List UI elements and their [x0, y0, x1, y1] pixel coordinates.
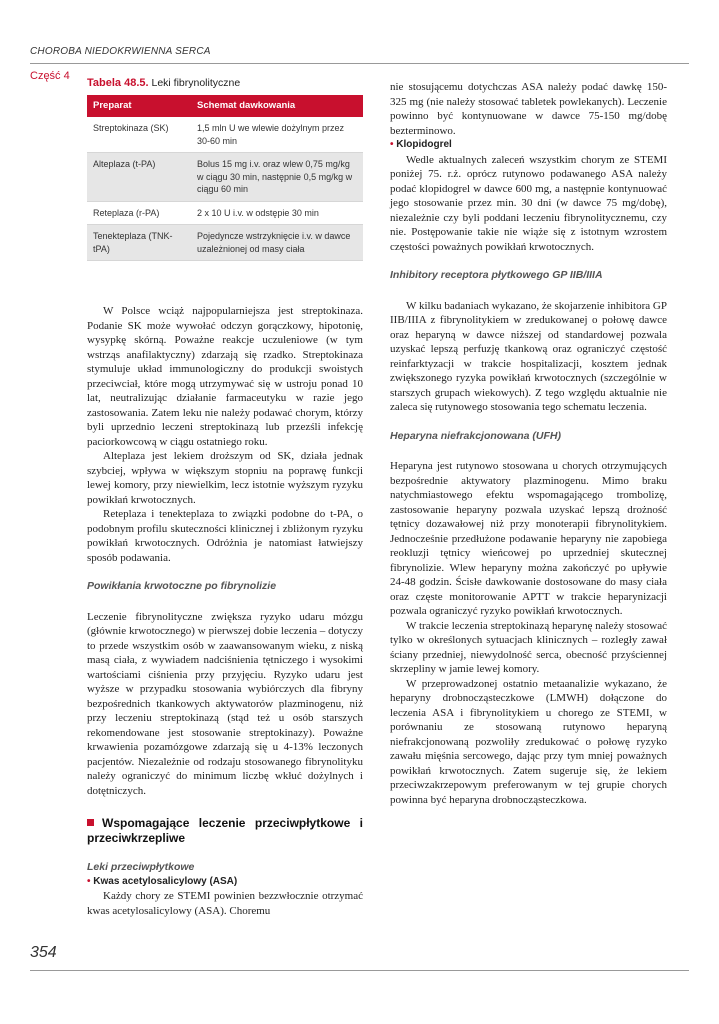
paragraph: W trakcie leczenia streptokinazą heparynę należy stosować tylko w określonych sytuacjach klinicznych – rozległy zawał ściany przedniej, niewydolność serca, obecność przyściennej skrzepliny w jamie lewej komory.: [390, 619, 667, 675]
table-row: [87, 117, 363, 153]
paragraph: W przeprowadzonej ostatnio metaanalizie wykazano, że heparyny drobnocząsteczkowe (LMWH) dołączone do leczenia ASA i fibrynolitykiem u chorego ze STEMI, w porównaniu ze stosowaną rutynowo heparyną niefrakcjonowaną pozwoliły zredukować o połowę ryzyko zawału mięśnia sercowego, dając przy tym mniej poważnych powikłań krwotocznych. Zatem sugeruje się, że lekiem przeciwzakrzepowym preferowanym w tej grupie chorych powinna być heparyna drobnocząsteczkowa.: [390, 677, 667, 806]
table-caption: Leki fibrynolityczne: [151, 77, 241, 89]
paragraph: Wedle aktualnych zaleceń wszystkim chorym ze STEMI poniżej 75. r.ż. oprócz rutynowo podawanego ASA należy podać klopidogrel w dawce 600 mg, a następnie kontynuować jego stosowanie przez min. 30 dni (w dawce 75 mg/dobę), niezależnie czy byli poddani leczeniu fibrynolitycznemu, czy nie. Postępowanie takie nie wiąże się z istotnym wzrostem częstości poważnych powikłań krwotocznych.: [390, 153, 667, 253]
table-header-dosage: Schemat dawkowania: [191, 95, 363, 117]
main-heading-text: Wspomagające leczenie przeciwpłytkowe i przeciwkrzepliwe: [87, 816, 363, 845]
table-row: [87, 225, 363, 261]
footer-rule: [30, 970, 689, 971]
table-title: [87, 77, 240, 89]
table-cell-drug: Tenekteplaza (TNK-tPA): [87, 225, 191, 261]
table-cell-dosage: Bolus 15 mg i.v. oraz wlew 0,75 mg/kg w ciągu 30 min, następnie 0,5 mg/kg w ciągu 60 min: [191, 153, 363, 202]
bullet-text: Kwas acetylosalicylowy (ASA): [93, 875, 238, 887]
table-cell-drug: Streptokinaza (SK): [87, 117, 191, 153]
drug-table: [87, 95, 363, 261]
table-cell-drug: Reteplaza (r-PA): [87, 201, 191, 225]
page-number: 354: [30, 944, 57, 961]
paragraph: W Polsce wciąż najpopularniejsza jest streptokinaza. Podanie SK może wywołać odczyn gorączkowy, hipotonię, wysypkę skórną. Poważne reakcje uczuleniowe (w tym wstrząs anafilaktyczny) zdarzają się rzadko. Streptokinaza stymuluje układ immunologiczny do produkcji swoistych przeciwciał, które mogą utrzymywać się w ustroju ponad 10 lat, neutralizując działanie farmaceutyku w razie jego zastosowania. Zatem leku nie należy podawać chorym, którzy byli uprzednio leczeni streptokinazą lub przezśli infekcję paciorkowcową w ciągu ostatniego roku.: [87, 305, 363, 448]
running-title: CHOROBA NIEDOKRWIENNA SERCA: [30, 46, 211, 57]
table-row: [87, 201, 363, 225]
paragraph: Każdy chory ze STEMI powinien bezzwłocznie otrzymać kwas acetylosalicylowy (ASA). Choremu: [87, 890, 363, 917]
bullet-heading: [87, 875, 363, 890]
paragraph: Reteplaza i tenekteplaza to związki podobne do t-PA, o podobnym profilu skuteczności klinicznej i zbliżonym ryzyku powikłań krwotocznych. Odróżnia je natomiast łatwiejszy sposób podawania.: [87, 508, 363, 564]
right-column: [390, 80, 667, 807]
header-rule: [30, 63, 689, 64]
bullet-icon: •: [390, 139, 397, 150]
table-cell-drug: Alteplaza (t-PA): [87, 153, 191, 202]
table-cell-dosage: 1,5 mln U we wlewie dożylnym przez 30-60 min: [191, 117, 363, 153]
left-column: [87, 304, 363, 918]
main-heading: [87, 816, 363, 846]
table-label: Tabela 48.5.: [87, 77, 149, 89]
bullet-heading: [390, 138, 667, 153]
paragraph: W kilku badaniach wykazano, że skojarzenie inhibitora GP IIB/IIIA z fibrynolitykiem w zredukowanej o połowę dawce oraz heparyną w dawce niższej od standardowej pozwala uzyskać lepszą perfuzję tkankową oraz ograniczyć częstość reinfarktyzacji w trakcie hospitalizacji, kosztem jednak zwiększonego ryzyka powikłań krwotocznych (szczególnie w starszych grupach wiekowych). Z tego względu aktualnie nie zaleca się rutynowego stosowania tego schematu leczenia.: [390, 299, 667, 413]
subsection-heading: Leki przeciwpłytkowe: [87, 861, 195, 873]
bullet-icon: •: [87, 875, 94, 887]
table-cell-dosage: Pojedyncze wstrzyknięcie i.v. w dawce uzależnionej od masy ciała: [191, 225, 363, 261]
section-heading: Inhibitory receptora płytkowego GP IIB/IIIA: [390, 269, 603, 281]
paragraph: Leczenie fibrynolityczne zwiększa ryzyko udaru mózgu (głównie krwotocznego) w pierwszej dobie leczenia – dotyczy to przede wszystkim osób w zaawansowanym wieku, z niską masą ciała, z wywiadem nadciśnienia tętniczego i wysokimi wartościami ciśnienia przy przyjęciu. Ryzyko udaru jest wyższe w przypadku stosowania wybiórczych dla fibryny bezpośrednich tkankowych aktywatorów plazminogenu, niż przy leczeniu streptokinazą (stąd też u osób starszych rekomendowane jest stosowanie streptokinazy). Poważne krwawienia pozamózgowe zdarzają się u 4-13% leczonych pacjentów. Niezależnie od rodzaju stosowanego fibrynolityku należy ograniczyć do minimum liczbę wkłuć dożylnych i dotętniczych.: [87, 610, 363, 797]
section-heading: Heparyna niefrakcjonowana (UFH): [390, 429, 561, 442]
paragraph: Alteplaza jest lekiem droższym od SK, działa jednak szybciej, wpływa w większym stopniu na poprawę funkcji lewej komory, przy niewielkim, lecz istotnie wyższym ryzyku powikłań krwotocznych.: [87, 450, 363, 506]
section-heading: Powikłania krwotoczne po fibrynolizie: [87, 580, 277, 592]
table-cell-dosage: 2 x 10 U i.v. w odstępie 30 min: [191, 201, 363, 225]
table-row: [87, 153, 363, 202]
table-header-drug: Preparat: [87, 95, 191, 117]
paragraph: Heparyna jest rutynowo stosowana u chorych otrzymujących bezpośrednie aktywatory plazminogenu. Mimo braku natychmiastowego efektu wspomagającego trombolizę, zastosowanie heparyny pozwala uzyskać lepszą drożność tętnicy dozawałowej niż przy monoterapii fibrynolitykiem. Jednocześnie przedłużone podawanie heparyny nie zapobiega reokluzji tętnicy wieńcowej po uprzedniej skutecznej fibrynolizie. Wlew heparyny można zakończyć po upływie 24-48 godzin. Ścisłe dawkowanie dostosowane do masy ciała oraz częste monitorowanie APTT w trakcie heparynizacji pozwala ograniczyć ryzyko powikłań krwotocznych.: [390, 460, 667, 617]
bullet-text: Klopidogrel: [396, 139, 452, 150]
paragraph: nie stosującemu dotychczas ASA należy podać dawkę 150-325 mg (nie należy stosować tabletek powlekanych). Leczenie powinno być kontynuowane w dawce 75-150 mg/dobę bezterminowo.: [390, 81, 667, 137]
part-label: Część 4: [30, 70, 70, 82]
heading-square-icon: [87, 819, 94, 826]
